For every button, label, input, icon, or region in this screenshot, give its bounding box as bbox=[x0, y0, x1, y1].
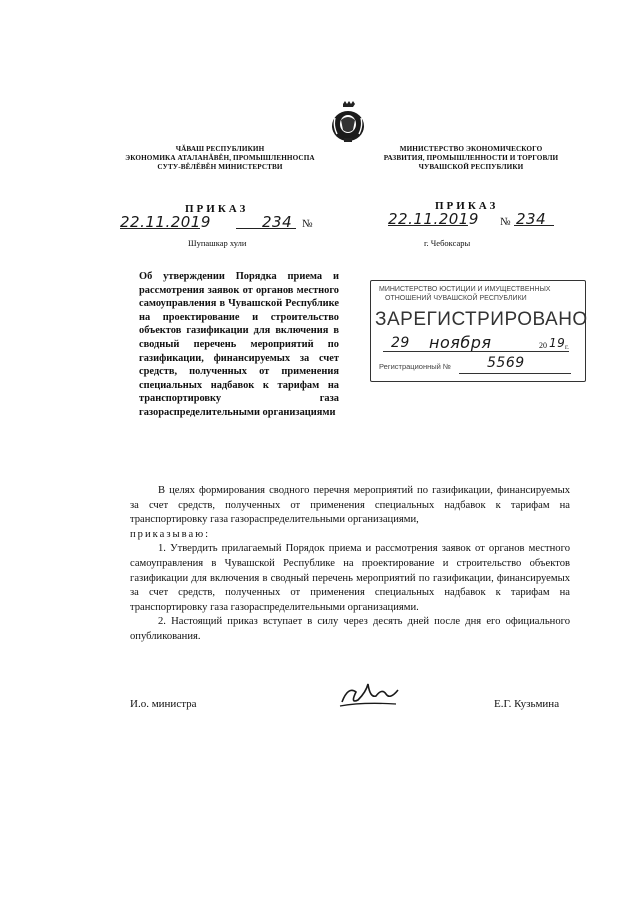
order-right-number-sign: № bbox=[500, 216, 511, 228]
order-left-place: Шупашкар хули bbox=[188, 238, 247, 248]
stamp-year-prefix: 20 bbox=[539, 341, 547, 350]
stamp-year-g: г. bbox=[565, 343, 569, 351]
order-right-word: ПРИКАЗ bbox=[435, 200, 499, 212]
order-left-number-sign: № bbox=[302, 218, 313, 230]
header-left-line1: ЧĂВАШ РЕСПУБЛИКИН bbox=[175, 145, 265, 153]
prikazyvayu-line: приказываю: bbox=[130, 528, 211, 540]
item-2-paragraph: 2. Настоящий приказ вступает в силу через десять дней после дня его официального опубликования. bbox=[130, 616, 570, 642]
order-left-date: 22.11.2019 bbox=[120, 213, 211, 231]
header-left bbox=[110, 145, 330, 172]
header-right bbox=[366, 145, 576, 172]
header-right-line2: РАЗВИТИЯ, ПРОМЫШЛЕННОСТИ И ТОРГОВЛИ bbox=[383, 154, 559, 162]
stamp-line1: МИНИСТЕРСТВО ЮСТИЦИИ И ИМУЩЕСТВЕННЫХ bbox=[379, 286, 551, 293]
stamp-reg-number: 5569 bbox=[487, 355, 525, 371]
stamp-reg-label: Регистрационный № bbox=[379, 362, 451, 371]
item-1-paragraph: 1. Утвердить прилагаемый Порядок приема и рассмотрения заявок от органов местного самоуправления в Чувашской Республике на проектирование и строительство объектов газификации для включения в сводный перечень мероприятий по газификации, финансируемых за счет средств, полученных от применения специальных надбавок к тарифам на транспортировку газа газораспределительными организациями. bbox=[130, 543, 570, 613]
document-title: Об утверждении Порядка приема и рассмотрения заявок от органов местного самоуправления в Чувашской Республике на проектирование и строительство объектов газификации для включения в сводный перечень мероприятий по газификации, финансируемых за счет средств, полученных от применения специальных надбавок к тарифам на транспортировку газа газораспределительными организациями bbox=[139, 271, 339, 418]
signatory-position: И.о. министра bbox=[130, 698, 197, 710]
handwritten-signature-icon bbox=[338, 678, 402, 712]
order-left-number: 234 bbox=[262, 213, 293, 231]
order-right-place: г. Чебоксары bbox=[424, 238, 471, 248]
stamp-year-suffix: 19 bbox=[549, 336, 566, 350]
stamp-line2: ОТНОШЕНИЙ ЧУВАШСКОЙ РЕСПУБЛИКИ bbox=[385, 295, 527, 302]
header-right-line3: ЧУВАШСКОЙ РЕСПУБЛИКИ bbox=[418, 163, 524, 171]
order-body bbox=[130, 484, 570, 645]
stamp-month: ноября bbox=[429, 333, 492, 352]
header-left-line2: ЭКОНОМИКА АТАЛАНĂВĔН, ПРОМЫШЛЕННОСПА bbox=[125, 154, 315, 162]
registration-stamp bbox=[370, 280, 586, 382]
coat-of-arms-icon bbox=[329, 100, 367, 144]
order-left-word: ПРИКАЗ bbox=[185, 203, 249, 215]
header-right-line1: МИНИСТЕРСТВО ЭКОНОМИЧЕСКОГО bbox=[399, 145, 543, 153]
signatory-name: Е.Г. Кузьмина bbox=[494, 698, 560, 710]
stamp-main: ЗАРЕГИСТРИРОВАНО bbox=[375, 309, 588, 330]
stamp-day: 29 bbox=[391, 335, 410, 351]
header-left-line3: СУТУ-ВĔЛĔВĔН МИНИСТЕРСТВИ bbox=[157, 163, 283, 171]
preamble-paragraph: В целях формирования сводного перечня мероприятий по газификации, финансируемых за счет средств, полученных от применения специальных надбавок к тарифам на транспортировку газа газораспределительными организациями, bbox=[130, 485, 570, 526]
order-right-number: 234 bbox=[516, 210, 547, 228]
order-right-date: 22.11.2019 bbox=[388, 210, 479, 228]
